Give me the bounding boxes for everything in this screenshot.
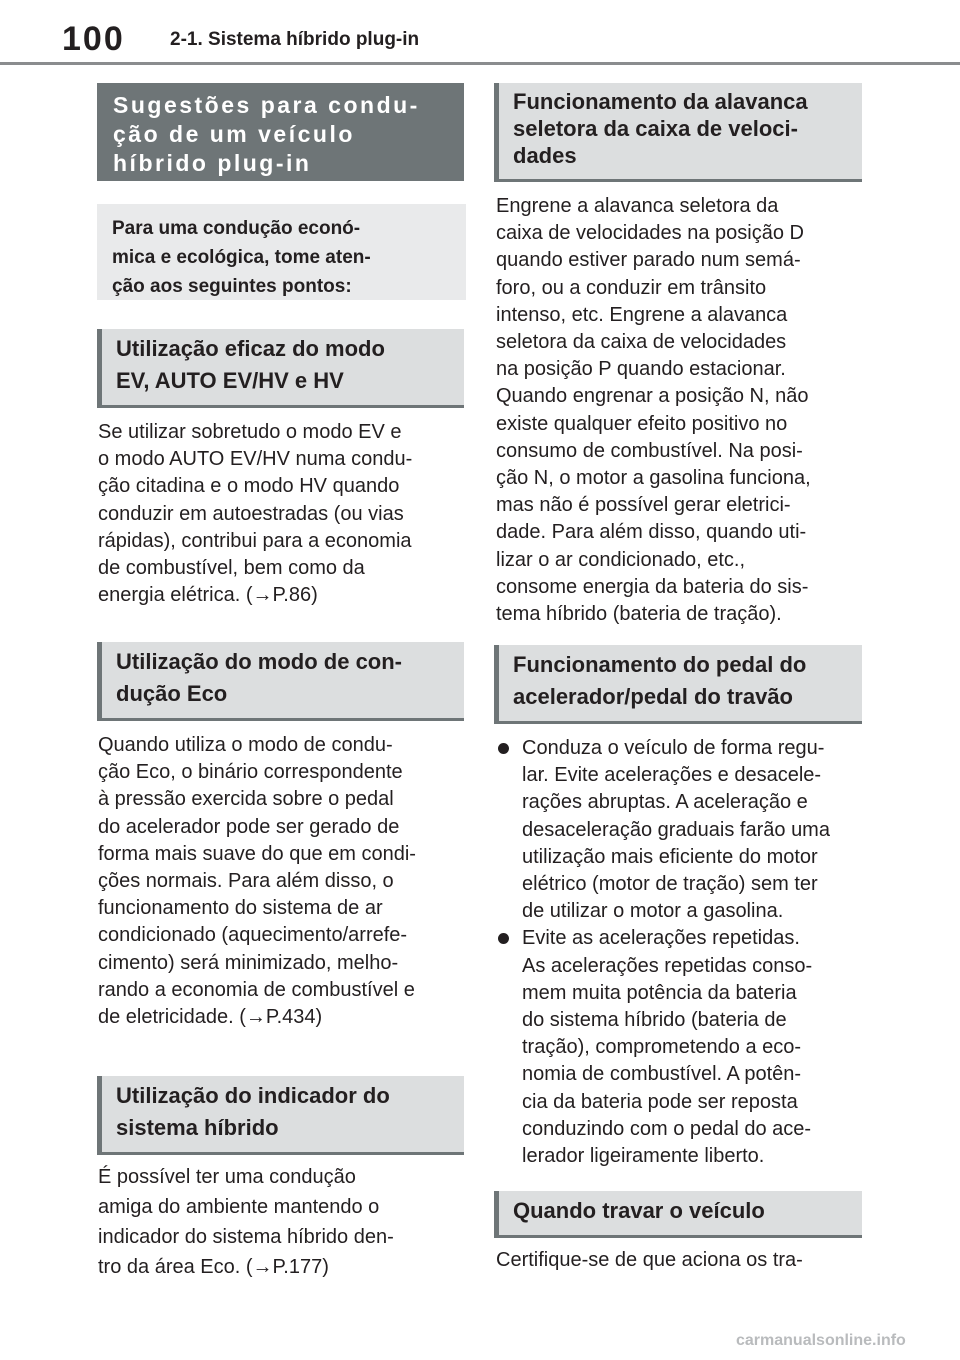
heading-line: Funcionamento da alavanca: [513, 89, 808, 114]
heading-pedals: [494, 645, 862, 724]
heading-line: EV, AUTO EV/HV e HV: [116, 368, 344, 393]
text-line: condicionado (aquecimento/arrefe-: [98, 924, 408, 947]
paragraph-hybrid-indicator: [98, 1162, 468, 1282]
text-line: As acelerações repetidas conso-: [522, 954, 813, 977]
banner-line: híbrido plug-in: [113, 150, 312, 176]
text-line: na posição P quando estacionar.: [496, 358, 786, 381]
header-divider: [0, 62, 960, 65]
text-line: lar. Evite acelerações e desacele-: [522, 764, 822, 787]
text-line: Conduza o veículo de forma regu-: [522, 737, 825, 759]
heading-braking: [494, 1191, 862, 1238]
text-line: consumo de combustível. Na posi-: [496, 439, 803, 462]
heading-line: Quando travar o veículo: [513, 1198, 765, 1223]
list-item: [496, 735, 868, 925]
text-line: Certifique-se de que aciona os tra-: [496, 1249, 803, 1271]
heading-line: Utilização do indicador do: [116, 1083, 390, 1108]
text-line: conduzindo com o pedal do ace-: [522, 1117, 812, 1140]
paragraph-shift-lever: [496, 193, 866, 628]
text-line: de eletricidade. (→P.434): [98, 1006, 323, 1029]
paragraph-braking: [496, 1247, 866, 1274]
heading-hybrid-indicator: [97, 1076, 464, 1155]
heading-line: Funcionamento do pedal do: [513, 652, 807, 677]
text-line: indicador do sistema híbrido den-: [98, 1226, 394, 1248]
text-line: cia da bateria pode ser reposta: [522, 1090, 798, 1113]
text-line: É possível ter uma condução: [98, 1166, 356, 1188]
topic-banner: [97, 83, 464, 181]
text-line: Quando utiliza o modo de condu-: [98, 734, 393, 756]
text-line: ções normais. Para além disso, o: [98, 870, 394, 893]
intro-line: Para uma condução econó-: [112, 218, 361, 239]
text-line: ção citadina e o modo HV quando: [98, 475, 400, 498]
pedal-tips-list: [496, 735, 868, 1170]
bullet-icon: [498, 933, 509, 944]
text-line: de combustível, bem como da: [98, 557, 365, 580]
text-line: existe qualquer efeito positivo no: [496, 412, 788, 435]
text-line: ção Eco, o binário correspondente: [98, 761, 403, 784]
bullet-icon: [498, 743, 509, 754]
text-line: funcionamento do sistema de ar: [98, 897, 383, 920]
text-line: o modo AUTO EV/HV numa condu-: [98, 448, 413, 471]
text-line: energia elétrica. (→P.86): [98, 584, 318, 607]
banner-line: Sugestões para condu-: [113, 92, 420, 118]
text-line: lerador ligeiramente liberto.: [522, 1145, 765, 1168]
text-line: conduzir em autoestradas (ou vias: [98, 502, 404, 525]
intro-line: mica e ecológica, tome aten-: [112, 247, 371, 268]
text-line: seletora da caixa de velocidades: [496, 331, 787, 354]
heading-line: seletora da caixa de veloci-: [513, 116, 798, 141]
text-line: cimento) será minimizado, melho-: [98, 951, 399, 974]
text-line: desaceleração graduais farão uma: [522, 818, 830, 841]
text-line: ção N, o motor a gasolina funciona,: [496, 467, 811, 490]
heading-line: sistema híbrido: [116, 1115, 279, 1140]
text-line: nomia de combustível. A potên-: [522, 1063, 802, 1086]
text-line: mem muita potência da bateria: [522, 981, 797, 1004]
heading-shift-lever: [494, 83, 862, 182]
intro-line: ção aos seguintes pontos:: [112, 276, 352, 297]
text-line: à pressão exercida sobre o pedal: [98, 788, 394, 811]
text-line: intenso, etc. Engrene a alavanca: [496, 303, 788, 326]
text-line: rações abruptas. A aceleração e: [522, 791, 808, 814]
text-line: amiga do ambiente mantendo o: [98, 1196, 380, 1218]
text-line: tração), comprometendo a eco-: [522, 1036, 802, 1059]
section-title: 2-1. Sistema híbrido plug-in: [170, 29, 420, 50]
watermark: carmanualsonline.info: [736, 1332, 906, 1349]
heading-line: Utilização do modo de con-: [116, 649, 403, 674]
heading-line: dução Eco: [116, 681, 228, 706]
text-line: de utilizar o motor a gasolina.: [522, 900, 784, 923]
text-line: foro, ou a conduzir em trânsito: [496, 276, 767, 299]
text-line: do acelerador pode ser gerado de: [98, 815, 400, 838]
text-line: Quando engrenar a posição N, não: [496, 385, 809, 408]
text-line: tro da área Eco. (→P.177): [98, 1256, 329, 1278]
banner-line: ção de um veículo: [113, 121, 355, 147]
text-line: mas não é possível gerar eletrici-: [496, 494, 791, 517]
paragraph-eco-mode: [98, 732, 468, 1031]
text-line: dade. Para além disso, quando uti-: [496, 521, 807, 544]
intro-box: [97, 204, 466, 300]
text-line: rápidas), contribui para a economia: [98, 529, 412, 552]
text-line: Evite as acelerações repetidas.: [522, 927, 800, 950]
text-line: Engrene a alavanca seletora da: [496, 195, 779, 217]
text-line: quando estiver parado num semá-: [496, 249, 801, 272]
text-line: consome energia da bateria do sis-: [496, 575, 809, 598]
text-line: rando a economia de combustível e: [98, 978, 415, 1001]
heading-ev-mode: [97, 329, 464, 408]
heading-line: Utilização eficaz do modo: [116, 336, 385, 361]
text-line: utilização mais eficiente do motor: [522, 845, 818, 868]
text-line: lizar o ar condicionado, etc.,: [496, 548, 746, 571]
heading-eco-mode: [97, 642, 464, 721]
text-line: caixa de velocidades na posição D: [496, 222, 804, 245]
text-line: tema híbrido (bateria de tração).: [496, 603, 782, 626]
text-line: Se utilizar sobretudo o modo EV e: [98, 421, 402, 443]
text-line: forma mais suave do que em condi-: [98, 842, 416, 865]
list-item: [496, 925, 868, 1170]
page-number: 100: [62, 20, 125, 58]
heading-line: acelerador/pedal do travão: [513, 684, 793, 709]
text-line: do sistema híbrido (bateria de: [522, 1009, 787, 1032]
paragraph-ev-mode: [98, 419, 468, 609]
text-line: elétrico (motor de tração) sem ter: [522, 873, 818, 896]
heading-line: dades: [513, 143, 577, 168]
